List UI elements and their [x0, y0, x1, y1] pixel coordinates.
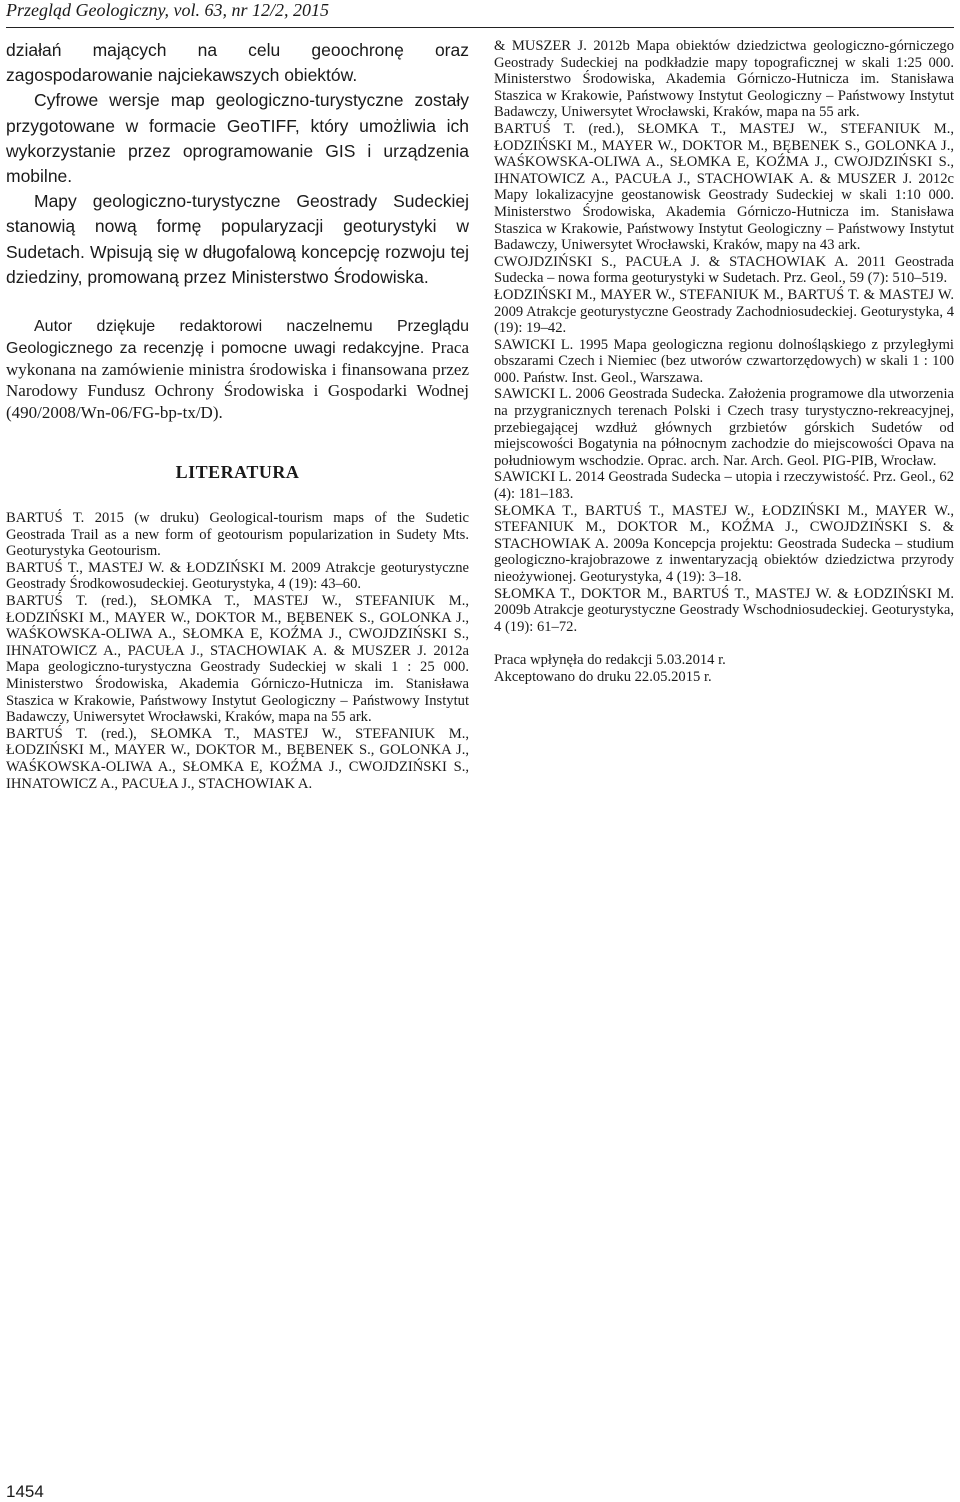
acknowledgement-text: Autor dziękuje redaktorowi naczelnemu Przeglądu Geologicznego za recenzję i pomocne uwagi redakcyjne. [6, 318, 469, 357]
received-date: Praca wpłynęła do redakcji 5.03.2014 r. [494, 652, 726, 669]
publication-dates [494, 652, 954, 685]
left-column [6, 38, 469, 792]
body-paragraph: działań mających na celu geoochronę oraz zagospodarowanie najciekawszych obiektów. [6, 40, 469, 86]
accepted-date: Akceptowano do druku 22.05.2015 r. [494, 668, 712, 685]
reference-item: SAWICKI L. 2006 Geostrada Sudecka. Założenia programowe dla utworzenia na przygranicznych terenach Polski i Czech trasy turystyczno-rekreacyjnej, przebiegającej wzdłuż głównych grzbietów górskich Sudetów od miejscowości Bogatynia na północnym zachodzie do miejscowości Opava na południowym wschodzie. Oprac. arch. Nar. Arch. Geol. PIG-PIB, Wrocław. [494, 386, 954, 469]
reference-item: SAWICKI L. 2014 Geostrada Sudecka – utopia i rzeczywistość. Prz. Geol., 62 (4): 181–183. [494, 469, 954, 503]
reference-item: BARTUŚ T. (red.), SŁOMKA T., MASTEJ W., STEFANIUK M., ŁODZIŃSKI M., MAYER W., DOKTOR M., BĘBENEK S., GOLONKA J., WAŚKOWSKA-OLIWA A., SŁOMKA E, KOŹMA J., CWOJDZIŃSKI S., IHNATOWICZ A., PACUŁA J., STACHOWIAK A. & MUSZER J. 2012c Mapy lokalizacyjne geostanowisk Geostrady Sudeckiej w skali 1:10 000. Ministerstwo Środowiska, Akademia Górniczo-Hutnicza im. Stanisława Staszica w Krakowie, Państwowy Instytut Geologiczny – Państwowy Instytut Badawczy, Uniwersytet Wrocławski, Kraków, mapy na 43 ark. [494, 120, 954, 254]
journal-title: Przegląd Geologiczny, vol. 63, nr 12/2, 2015 [6, 0, 329, 20]
reference-item: BARTUŚ T. (red.), SŁOMKA T., MASTEJ W., STEFANIUK M., ŁODZIŃSKI M., MAYER W., DOKTOR M., BĘBENEK S., GOLONKA J., WAŚKOWSKA-OLIWA A., SŁOMKA E, KOŹMA J., CWOJDZIŃSKI S., IHNATOWICZ A., PACUŁA J., STACHOWIAK A. & MUSZER J. 2012a Mapa geologiczno-turystyczna Geostrady Sudeckiej w skali 1 : 25 000. Ministerstwo Środowiska, Akademia Górniczo-Hutnicza im. Stanisława Staszica w Krakowie, Państwowy Instytut Geologiczny – Państwowy Instytut Badawczy, Uniwersytet Wrocławski, Kraków, mapa na 55 ark. [6, 592, 469, 726]
reference-item: CWOJDZIŃSKI S., PACUŁA J. & STACHOWIAK A. 2011 Geostrada Sudecka – nowa forma geoturystyki w Sudetach. Prz. Geol., 59 (7): 510–519. [494, 253, 954, 287]
reference-item: BARTUŚ T. (red.), SŁOMKA T., MASTEJ W., STEFANIUK M., ŁODZIŃSKI M., MAYER W., DOKTOR M., BĘBENEK S., GOLONKA J., WAŚKOWSKA-OLIWA A., SŁOMKA E, KOŹMA J., CWOJDZIŃSKI S., IHNATOWICZ A., PACUŁA J., STACHOWIAK A. [6, 725, 469, 792]
literature-heading: LITERATURA [175, 462, 300, 483]
reference-item: BARTUŚ T., MASTEJ W. & ŁODZIŃSKI M. 2009 Atrakcje geoturystyczne Geostrady Środkowosudeckiej. Geoturystyka, 4 (19): 43–60. [6, 559, 469, 593]
reference-item: SAWICKI L. 1995 Mapa geologiczna regionu dolnośląskiego z przyległymi obszarami Czech i Niemiec (bez utworów czwartorzędowych) w skali 1 : 100 000. Państw. Inst. Geol., Warszawa. [494, 336, 954, 386]
right-column [494, 38, 954, 686]
reference-item: BARTUŚ T. 2015 (w druku) Geological-tourism maps of the Sudetic Geostrada Trail as a new form of geotourism popularization in Sudety Mts. Geoturystyka Geotourism. [6, 510, 469, 560]
funding-note: Praca wykonana na zamówienie ministra środowiska i finansowana przez Narodowy Fundusz Ochrony Środowiska i Gospodarki Wodnej (490/2008/Wn-06/FG-bp-tx/D). [6, 337, 469, 423]
reference-item: SŁOMKA T., BARTUŚ T., MASTEJ W., ŁODZIŃSKI M., MAYER W., STEFANIUK M., DOKTOR M., KOŹMA J., CWOJDZIŃSKI S. & STACHOWIAK A. 2009a Koncepcja projektu: Geostrada Sudecka – studium geologiczno-krajobrazowe z inwentaryzacją obiektów dziedzictwa przyrody nieożywionej. Geoturystyka, 4 (19): 3–18. [494, 502, 954, 585]
acknowledgements [6, 317, 469, 425]
page-number: 1454 [6, 1482, 44, 1501]
body-paragraph: Cyfrowe wersje map geologiczno-turystyczne zostały przygotowane w formacie GeoTIFF, który umożliwia ich wykorzystanie przez oprogramowanie GIS i urządzenia mobilne. [6, 90, 469, 187]
reference-item: & MUSZER J. 2012b Mapa obiektów dziedzictwa geologiczno-górniczego Geostrady Sudeckiej na podkładzie mapy topograficznej w skali 1:25 000. Ministerstwo Środowiska, Akademia Górniczo-Hutnicza im. Stanisława Staszica w Krakowie, Państwowy Instytut Geologiczny – Państwowy Instytut Badawczy, Uniwersytet Wrocławski, Kraków, mapa na 55 ark. [494, 38, 954, 121]
journal-header [6, 0, 954, 28]
reference-item: SŁOMKA T., DOKTOR M., BARTUŚ T., MASTEJ W. & ŁODZIŃSKI M. 2009b Atrakcje geoturystyczne Geostrady Wschodniosudeckiej. Geoturystyka, 4 (19): 61–72. [494, 585, 954, 635]
body-paragraph: Mapy geologiczno-turystyczne Geostrady Sudeckiej stanowią nową formę popularyzacji geoturystyki w Sudetach. Wpisują się w długofalową koncepcję rozwoju tej dziedziny, promowaną przez Ministerstwo Środowiska. [6, 191, 469, 287]
reference-item: ŁODZIŃSKI M., MAYER W., STEFANIUK M., BARTUŚ T. & MASTEJ W. 2009 Atrakcje geoturystyczne Geostrady Zachodniosudeckiej. Geoturystyka, 4 (19): 19–42. [494, 286, 954, 337]
